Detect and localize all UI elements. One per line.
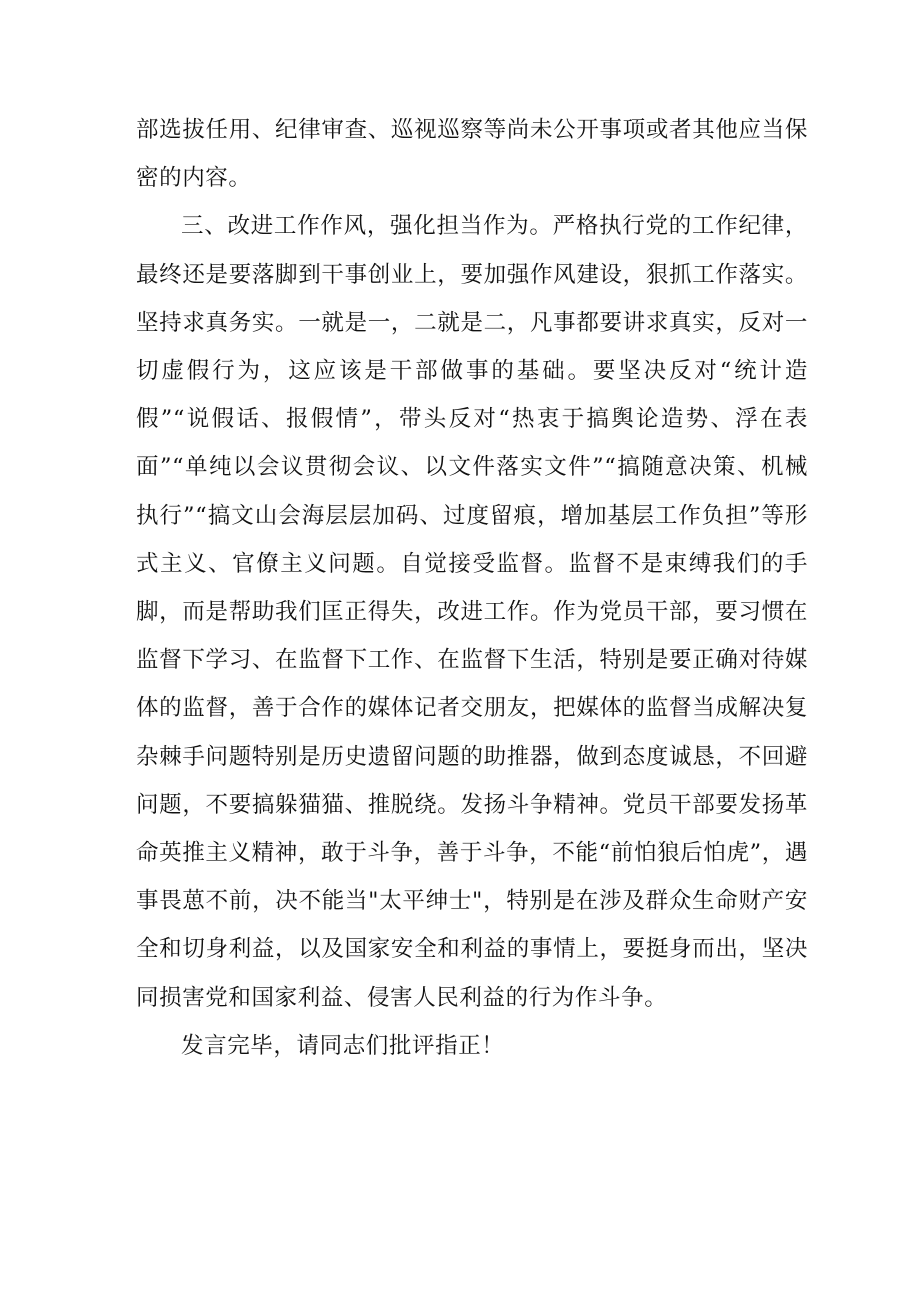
paragraph-closing: 发言完毕，请同志们批评指正！ [181, 1032, 505, 1059]
paragraph-continuation: 部选拔任用、纪律审查、巡视巡察等尚未公开事项或者其他应当保密的内容。 [136, 117, 808, 192]
paragraph-section-three: 三、改进工作作风，强化担当作为。严格执行党的工作纪律，最终还是要落脚到干事创业上，要加强作风建设，狠抓工作落实。坚持求真务实。一就是一，二就是二，凡事都要讲求真实，反对一切虚假行为，这应该是干部做事的基础。要坚决反对“统计造假”“说假话、报假情”，带头反对“热衷于搞舆论造势、浮在表面”“单纯以会议贯彻会议、以文件落实文件”“搞随意决策、机械执行”“搞文山会海层层加码、过度留痕，增加基层工作负担”等形式主义、官僚主义问题。自觉接受监督。监督不是束缚我们的手脚，而是帮助我们匡正得失，改进工作。作为党员干部，要习惯在监督下学习、在监督下工作、在监督下生活，特别是要正确对待媒体的监督，善于合作的媒体记者交朋友，把媒体的监督当成解决复杂棘手问题特别是历史遗留问题的助推器，做到态度诚恳，不回避问题，不要搞躲猫猫、推脱绕。发扬斗争精神。党员干部要发扬革命英推主义精神，敢于斗争，善于斗争，不能“前怕狼后怕虎”，遇事畏葸不前，决不能当"太平绅士"，特别是在涉及群众生命财产安全和切身利益，以及国家安全和利益的事情上，要挺身而出，坚决同损害党和国家利益、侵害人民利益的行为作斗争。 [136, 213, 808, 1011]
document-body [136, 106, 808, 1070]
